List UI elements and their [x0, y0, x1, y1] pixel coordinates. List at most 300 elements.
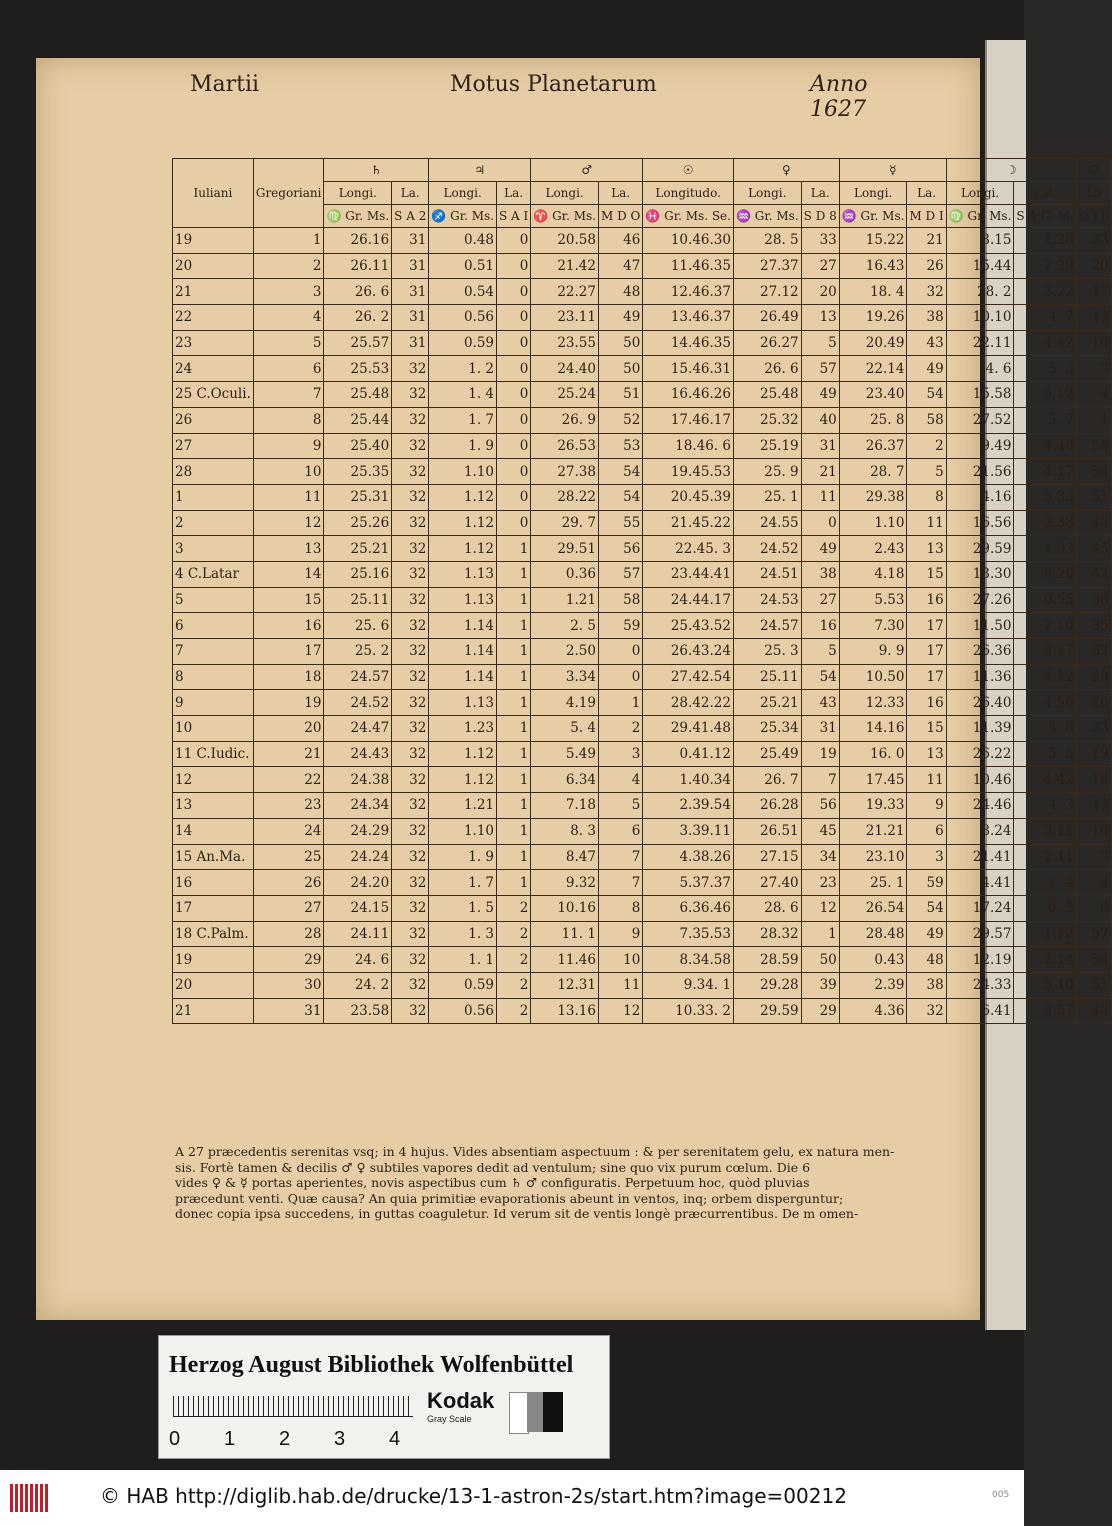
table-cell: 15.22 — [839, 228, 907, 254]
table-cell: 15 An.Ma. — [173, 844, 254, 870]
table-cell: 21.45.22 — [643, 510, 734, 536]
table-cell: 23.55 — [531, 330, 599, 356]
table-cell: 0 — [497, 407, 531, 433]
unit-cell — [429, 205, 497, 228]
table-cell: 11.46 — [531, 947, 599, 973]
table-cell: 0.41.12 — [643, 741, 734, 767]
table-cell: 16 — [173, 870, 254, 896]
symbol-row — [173, 159, 1112, 182]
table-cell: 1. 9 — [429, 433, 497, 459]
table-cell: 49 — [907, 356, 946, 382]
table-cell: 11 — [253, 484, 324, 510]
table-cell: 3 — [907, 844, 946, 870]
table-row — [173, 690, 1112, 716]
note-line: præcedunt venti. Quæ causa? An quia primitiæ evaporationis abeunt in ventos, inq; orbem disperguntur; — [175, 1190, 844, 1206]
table-cell: 56 — [801, 793, 839, 819]
table-cell: 1.21 — [531, 587, 599, 613]
table-cell: 0 — [497, 253, 531, 279]
mercury-symbol: ☿ — [839, 159, 946, 182]
table-cell: 32 — [392, 356, 429, 382]
table-cell: 2 — [497, 921, 531, 947]
table-cell: 21 — [907, 228, 946, 254]
table-cell: 28.42.22 — [643, 690, 734, 716]
table-row — [173, 253, 1112, 279]
table-cell: 26.54 — [839, 895, 907, 921]
table-cell: 21.42 — [531, 253, 599, 279]
table-cell: 1 — [173, 484, 254, 510]
table-cell: 16.43 — [839, 253, 907, 279]
library-color-card — [158, 1335, 610, 1459]
table-cell: 26. 7 — [733, 767, 801, 793]
table-cell: 2 — [497, 998, 531, 1024]
table-cell: 32 — [392, 947, 429, 973]
table-cell: 13.46.37 — [643, 305, 734, 331]
table-cell: 19 — [173, 947, 254, 973]
table-cell: 13 — [907, 741, 946, 767]
ruler-number: 2 — [279, 1428, 291, 1450]
table-cell: 26.53 — [531, 433, 599, 459]
table-cell: 28. 2 — [946, 279, 1014, 305]
table-cell: 0.59 — [429, 972, 497, 998]
table-cell: 0 — [497, 305, 531, 331]
table-cell: 13 — [801, 305, 839, 331]
table-cell: 1.12 — [429, 484, 497, 510]
table-cell: 48 — [598, 279, 642, 305]
table-cell: 24.29 — [324, 818, 392, 844]
table-cell: 8.34.58 — [643, 947, 734, 973]
table-cell: 25 — [253, 844, 324, 870]
table-cell: 32 — [392, 459, 429, 485]
white-patch — [509, 1392, 529, 1434]
table-cell: 5. 5 — [1014, 741, 1076, 767]
table-row — [173, 998, 1112, 1024]
table-cell: 32 — [907, 998, 946, 1024]
table-cell: 10.46.30 — [643, 228, 734, 254]
table-cell: 32 — [1076, 639, 1111, 665]
copyright-url[interactable]: © HAB http://diglib.hab.de/drucke/13-1-astron-2s/start.htm?image=00212 — [100, 1484, 847, 1508]
subheader-cell: Longi. — [946, 182, 1014, 205]
subheader-cell: Longi. — [733, 182, 801, 205]
unit-label: Gr. Ms. — [552, 209, 596, 223]
table-row — [173, 895, 1112, 921]
table-cell: 0.54 — [429, 279, 497, 305]
table-cell: 43 — [801, 690, 839, 716]
table-cell: 4.36 — [839, 998, 907, 1024]
moon-symbol: ☽ — [946, 159, 1076, 182]
table-cell: 24.20 — [324, 870, 392, 896]
table-cell: 20 — [173, 253, 254, 279]
table-cell: 4.50 — [1014, 690, 1076, 716]
table-cell: 31 — [801, 433, 839, 459]
table-cell: 12.31 — [531, 972, 599, 998]
table-cell: 22 — [173, 305, 254, 331]
table-row — [173, 484, 1112, 510]
table-row — [173, 921, 1112, 947]
sign-label: ♒ — [735, 209, 751, 223]
table-cell: 3.11 — [1014, 818, 1076, 844]
table-cell: 25.40 — [324, 433, 392, 459]
sign-label: ♒ — [841, 209, 857, 223]
table-cell: 1.12 — [429, 510, 497, 536]
table-cell: 21 — [253, 741, 324, 767]
table-cell: 25. 8 — [839, 407, 907, 433]
subheader-cell: La. — [497, 182, 531, 205]
table-cell: 5 — [801, 330, 839, 356]
table-cell: 15.44 — [946, 253, 1014, 279]
table-cell: 1. 9 — [429, 844, 497, 870]
table-cell: 9 — [173, 690, 254, 716]
table-cell: 25.21 — [733, 690, 801, 716]
table-cell: 17 — [173, 895, 254, 921]
table-cell: 2.43 — [839, 536, 907, 562]
table-cell: 46 — [598, 228, 642, 254]
table-cell: 5. 4 — [531, 716, 599, 742]
table-row — [173, 793, 1112, 819]
table-cell: 7 — [598, 870, 642, 896]
table-cell: 9 — [253, 433, 324, 459]
table-cell: 40 — [801, 407, 839, 433]
table-cell: 38 — [801, 561, 839, 587]
subheader-cell: Longi. — [324, 182, 392, 205]
table-cell: 24.11 — [324, 921, 392, 947]
mars-symbol: ♂ — [531, 159, 643, 182]
table-cell: 50 — [598, 356, 642, 382]
table-cell: 1. 5 — [429, 895, 497, 921]
table-cell: 17.46.17 — [643, 407, 734, 433]
table-cell: 25. 1 — [839, 870, 907, 896]
table-cell: 18. 4 — [839, 279, 907, 305]
table-cell: 1. 3 — [429, 921, 497, 947]
unit-label: Gr. Ms. — [450, 209, 495, 223]
table-cell: 32 — [392, 433, 429, 459]
table-cell: 25.31 — [324, 484, 392, 510]
table-cell: 22.27 — [531, 279, 599, 305]
table-cell: 12 — [598, 998, 642, 1024]
table-cell: 48 — [1076, 998, 1111, 1024]
table-cell: 54 — [801, 664, 839, 690]
table-cell: 1. 1 — [429, 947, 497, 973]
table-cell: 4.42 — [1014, 767, 1076, 793]
table-cell: 58 — [907, 407, 946, 433]
table-cell: 2 — [598, 716, 642, 742]
table-cell: 16 — [907, 690, 946, 716]
table-cell: 1 — [497, 536, 531, 562]
table-cell: 1.10 — [429, 818, 497, 844]
table-cell: 38 — [907, 305, 946, 331]
table-cell: 24.40 — [531, 356, 599, 382]
table-cell: 1.14 — [429, 639, 497, 665]
table-cell: 1 — [598, 690, 642, 716]
table-cell: 2 — [497, 947, 531, 973]
table-cell: 15 — [253, 587, 324, 613]
table-row — [173, 972, 1112, 998]
table-cell: 4 — [253, 305, 324, 331]
table-cell: 7.18 — [531, 793, 599, 819]
table-row — [173, 356, 1112, 382]
table-cell: 28 — [253, 921, 324, 947]
table-cell: 19.45.53 — [643, 459, 734, 485]
table-cell: 24. 2 — [324, 972, 392, 998]
table-cell: 25.53 — [324, 356, 392, 382]
table-cell: 27 — [173, 433, 254, 459]
table-cell: 1 — [497, 741, 531, 767]
table-cell: 13.30 — [946, 561, 1014, 587]
table-cell: 38 — [907, 972, 946, 998]
table-cell: 54 — [907, 382, 946, 408]
table-cell: 32 — [392, 895, 429, 921]
header-year: Anno 1627 — [810, 72, 868, 122]
table-cell: 25. 1 — [733, 484, 801, 510]
table-cell: 31 — [392, 279, 429, 305]
table-cell: 21.41 — [946, 844, 1014, 870]
table-cell: 1 — [497, 767, 531, 793]
table-cell: 1 — [497, 818, 531, 844]
table-cell: 18 C.Palm. — [173, 921, 254, 947]
table-cell: 9 — [598, 921, 642, 947]
table-cell: 13 — [1076, 305, 1111, 331]
table-cell: 32 — [392, 510, 429, 536]
table-row — [173, 870, 1112, 896]
table-cell: 16 — [253, 613, 324, 639]
table-cell: 59 — [598, 613, 642, 639]
page-header — [150, 72, 920, 122]
table-cell: 0.55 — [1014, 587, 1076, 613]
table-cell: 1.12 — [1014, 921, 1076, 947]
table-cell: 15 — [907, 716, 946, 742]
table-cell: 15.46.31 — [643, 356, 734, 382]
table-cell: 0.59 — [429, 330, 497, 356]
table-cell: 32 — [392, 870, 429, 896]
kodak-logo: Kodak — [427, 1388, 495, 1413]
table-cell: 23.58 — [324, 998, 392, 1024]
table-cell: 21 — [173, 998, 254, 1024]
table-cell: 29. 7 — [531, 510, 599, 536]
table-cell: 1. 4 — [429, 382, 497, 408]
table-cell: 4.42 — [1014, 330, 1076, 356]
table-cell: 49 — [801, 382, 839, 408]
unit-label: Gr. Ms. — [754, 209, 799, 223]
table-cell: 1 — [497, 690, 531, 716]
table-cell: 31 — [392, 330, 429, 356]
table-cell: 1 — [1076, 407, 1111, 433]
unit-cell: S A 2 — [392, 205, 429, 228]
table-cell: 16 — [907, 587, 946, 613]
table-cell: 24.24 — [324, 844, 392, 870]
table-cell: 1 — [497, 664, 531, 690]
table-cell: 24.47 — [324, 716, 392, 742]
ruler-number: 4 — [389, 1428, 401, 1450]
table-cell: 24 — [253, 818, 324, 844]
table-cell: 19.26 — [839, 305, 907, 331]
table-row — [173, 536, 1112, 562]
table-row — [173, 305, 1112, 331]
table-cell: 2 — [497, 972, 531, 998]
table-cell: 19 — [801, 741, 839, 767]
table-cell: 9.49 — [946, 433, 1014, 459]
table-cell: 17.24 — [946, 895, 1014, 921]
table-cell: 1.14 — [429, 664, 497, 690]
gregorian-header: Gregoriani — [253, 159, 324, 228]
table-cell: 2.10 — [1014, 613, 1076, 639]
table-cell: 7 — [253, 382, 324, 408]
table-cell: 1.13 — [429, 561, 497, 587]
table-cell: 15 — [907, 561, 946, 587]
table-cell: 2.14 — [1014, 947, 1076, 973]
table-cell: 2.29 — [1014, 253, 1076, 279]
table-cell: 27.38 — [531, 459, 599, 485]
table-cell: 15.58 — [946, 382, 1014, 408]
table-cell: 54 — [1076, 459, 1111, 485]
table-cell: 32 — [392, 561, 429, 587]
table-cell: 24.38 — [324, 767, 392, 793]
table-cell: 8 — [907, 484, 946, 510]
table-cell: 0 — [497, 484, 531, 510]
table-cell: 27 — [801, 253, 839, 279]
table-cell: 24.46 — [946, 793, 1014, 819]
table-cell: 5.49 — [531, 741, 599, 767]
table-cell: 5 — [173, 587, 254, 613]
table-cell: 56 — [598, 536, 642, 562]
table-cell: 50 — [801, 947, 839, 973]
table-cell: 13 — [907, 536, 946, 562]
table-cell: 2.38 — [1014, 510, 1076, 536]
table-cell: 57 — [801, 356, 839, 382]
table-cell: 17 — [253, 639, 324, 665]
table-cell: 55 — [598, 510, 642, 536]
table-cell: 8.24 — [946, 818, 1014, 844]
table-cell: 26. 2 — [324, 305, 392, 331]
table-cell: 14 — [253, 561, 324, 587]
table-cell: 47 — [598, 253, 642, 279]
table-cell: 33 — [801, 228, 839, 254]
table-cell: 13 — [1076, 793, 1111, 819]
table-cell: 6 — [173, 613, 254, 639]
table-cell: 35 — [1076, 613, 1111, 639]
table-cell: 31 — [392, 305, 429, 331]
table-cell: 3.17 — [1014, 639, 1076, 665]
table-cell: 0.36 — [531, 561, 599, 587]
table-cell: 9.34. 1 — [643, 972, 734, 998]
gray-patch — [527, 1392, 543, 1432]
table-cell: 16.46.26 — [643, 382, 734, 408]
table-cell: 1 — [497, 870, 531, 896]
unit-cell — [643, 205, 734, 228]
table-cell: 21.56 — [946, 459, 1014, 485]
table-cell: 27.37 — [733, 253, 801, 279]
sign-label: ♈ — [533, 209, 549, 223]
table-cell: 10.50 — [839, 664, 907, 690]
subheader-cell: La. — [392, 182, 429, 205]
table-cell: 14.16 — [839, 716, 907, 742]
table-cell: 24. 6 — [324, 947, 392, 973]
table-cell: 22 — [253, 767, 324, 793]
table-cell: 27.40 — [733, 870, 801, 896]
table-cell: 6 — [598, 818, 642, 844]
table-cell: 24.34 — [324, 793, 392, 819]
unit-cell: Ω I 6 — [1076, 205, 1111, 228]
table-cell: 20 — [253, 716, 324, 742]
table-cell: 32 — [392, 921, 429, 947]
table-cell: 1.10 — [839, 510, 907, 536]
table-cell: 10.33. 2 — [643, 998, 734, 1024]
hab-logo-icon — [10, 1484, 48, 1512]
table-cell: 25.57 — [324, 330, 392, 356]
footnote-text — [175, 1144, 935, 1222]
table-cell: 26.43.24 — [643, 639, 734, 665]
table-cell: 3.33 — [1014, 484, 1076, 510]
table-cell: 24.43 — [324, 741, 392, 767]
table-cell: 7 — [173, 639, 254, 665]
table-cell: 34 — [801, 844, 839, 870]
table-cell: 25.32 — [733, 407, 801, 433]
table-row — [173, 407, 1112, 433]
table-cell: 1 — [801, 921, 839, 947]
unit-label: Gr. Ms. — [345, 209, 390, 223]
note-line: donec copia ipsa succedens, in guttas coaguletur. Id verum sit de ventis longè præcurrentibus. De m omen- — [175, 1206, 859, 1221]
table-cell: 6 — [907, 818, 946, 844]
table-cell: 1.12 — [429, 767, 497, 793]
table-cell: 10.46 — [946, 767, 1014, 793]
table-cell: 25.35 — [324, 459, 392, 485]
table-cell: 11 C.Iudic. — [173, 741, 254, 767]
table-cell: 23 — [1076, 228, 1111, 254]
table-cell: 7 — [1076, 356, 1111, 382]
table-cell: 25. 2 — [324, 639, 392, 665]
venus-symbol: ♀ — [733, 159, 839, 182]
table-cell: 29.51 — [531, 536, 599, 562]
table-cell: 45 — [801, 818, 839, 844]
table-cell: 1 — [497, 793, 531, 819]
table-cell: 1.28 — [1014, 228, 1076, 254]
table-cell: 4 C.Latar — [173, 561, 254, 587]
table-cell: 3.10 — [1014, 972, 1076, 998]
table-cell: 51 — [598, 382, 642, 408]
table-cell: 57 — [598, 561, 642, 587]
table-cell: 1 — [497, 639, 531, 665]
table-cell: 1.13 — [429, 587, 497, 613]
table-cell: 23 — [173, 330, 254, 356]
note-line: A 27 præcedentis serenitas vsq; in 4 hujus. Vides absentiam aspectuum : & per serenitatem gelu, ex natura men- — [175, 1144, 895, 1159]
table-cell: 26.49 — [733, 305, 801, 331]
table-cell: 24.15 — [324, 895, 392, 921]
table-cell: 25.21 — [324, 536, 392, 562]
table-cell: 1.10 — [429, 459, 497, 485]
table-row — [173, 228, 1112, 254]
table-row — [173, 639, 1112, 665]
table-cell: 3.15 — [946, 228, 1014, 254]
table-cell: 6 — [253, 356, 324, 382]
table-cell: 1.13 — [429, 690, 497, 716]
table-row — [173, 510, 1112, 536]
table-cell: 12.33 — [839, 690, 907, 716]
table-cell: 25.48 — [324, 382, 392, 408]
table-row — [173, 947, 1112, 973]
unit-label: Gr. Ms. Se. — [664, 209, 731, 223]
note-line: sis. Fortè tamen & decilis ♂ ♀ subtiles vapores dedit ad ventulum; sine quo vix purum cœlum. Die 6 — [175, 1159, 811, 1175]
table-cell: 31 — [801, 716, 839, 742]
table-cell: 26. 9 — [531, 407, 599, 433]
table-cell: 2.11 — [1014, 844, 1076, 870]
table-cell: 0 — [497, 228, 531, 254]
table-cell: 5.37.37 — [643, 870, 734, 896]
unit-label: Gr. Ms. — [967, 209, 1012, 223]
table-cell: 25. 3 — [733, 639, 801, 665]
table-cell: 10.10 — [946, 305, 1014, 331]
table-cell: 4.48 — [1014, 433, 1076, 459]
table-cell: 7 — [1076, 844, 1111, 870]
gray-scale-label: Gray Scale — [427, 1414, 472, 1424]
table-cell: 54 — [598, 459, 642, 485]
